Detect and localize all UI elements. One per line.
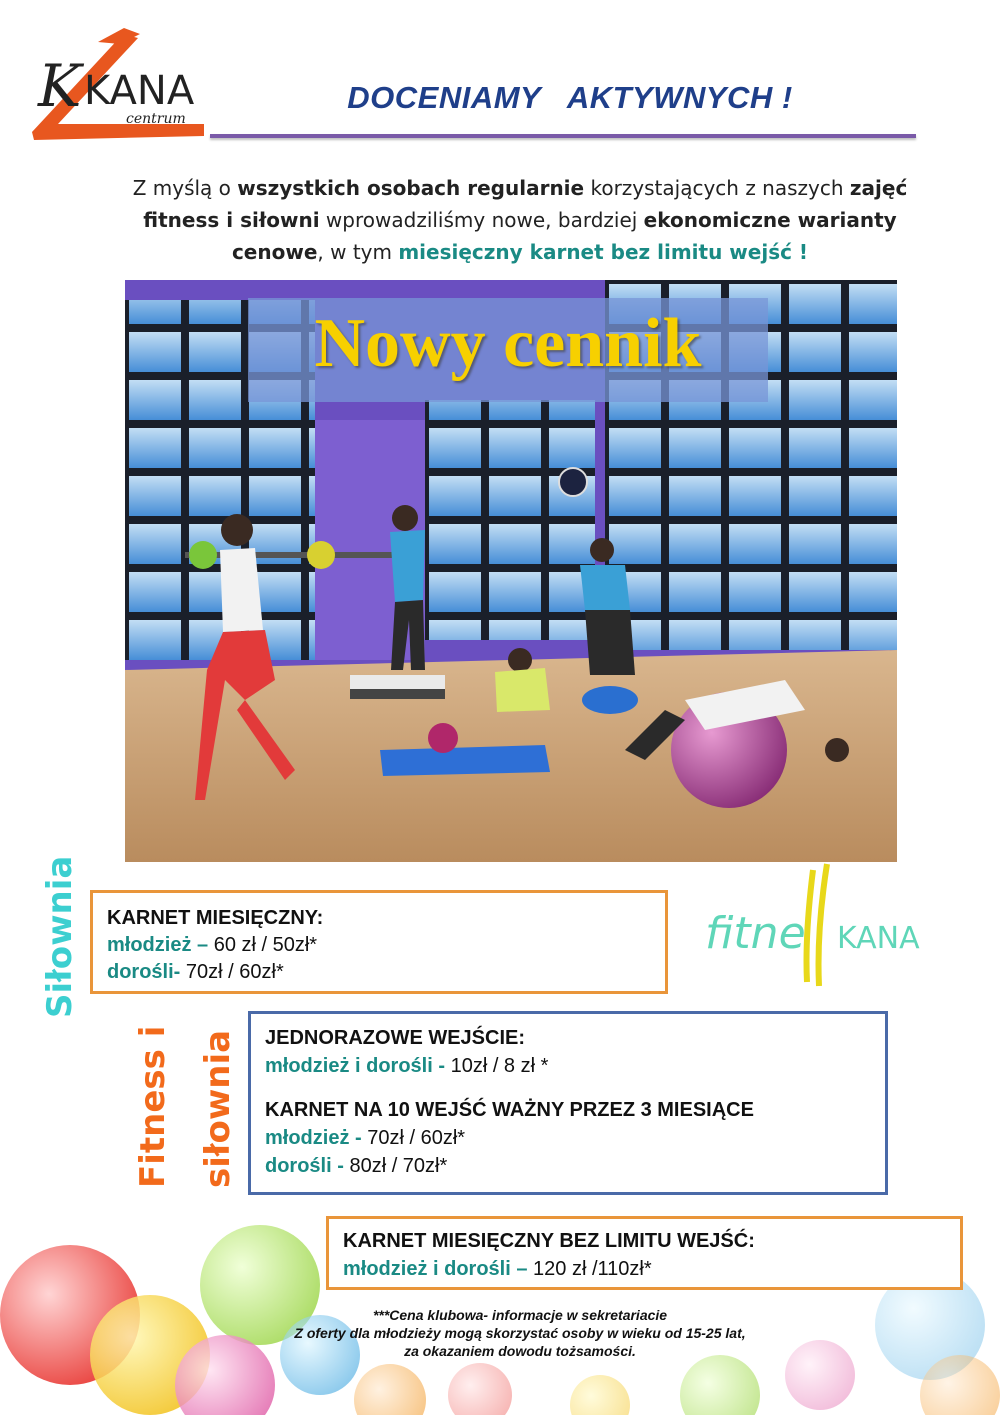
entries-box (248, 1011, 888, 1195)
title-divider (210, 134, 916, 138)
price-label: młodzież – (107, 934, 209, 956)
unlimited-pass-box (326, 1216, 963, 1290)
monthly-pass-heading: KARNET MIESIĘCZNY: (107, 907, 324, 929)
svg-text:KANA: KANA (84, 68, 195, 114)
monthly-pass-row-adults (107, 959, 651, 986)
price-value: 70zł / 60zł* (361, 1127, 466, 1149)
intro-bold-2: zajęć fitness i siłowni (143, 176, 908, 232)
single-entry-row (265, 1052, 871, 1080)
unlimited-pass-row (343, 1255, 946, 1283)
intro-bold-3: ekonomiczne warianty cenowe (231, 208, 897, 264)
footer-line-1: ***Cena klubowa- informacje w sekretariacie (372, 1307, 668, 1323)
price-label: młodzież i dorośli – (343, 1258, 528, 1280)
side-label-fitness-line1: Fitness i (133, 1025, 173, 1188)
intro-text-3: wprowadziliśmy nowe, bardziej (319, 208, 644, 232)
monthly-pass-row-youth (107, 932, 651, 959)
price-value: 70zł / 60zł* (180, 961, 284, 983)
kana-logo (28, 24, 208, 144)
intro-text-4: , w tym (317, 240, 399, 264)
side-label-fitness-line2: siłownia (198, 1029, 238, 1188)
price-label: dorośli- (107, 961, 181, 983)
footer-line-3: za okazaniem dowodu tożsamości. (404, 1343, 636, 1359)
svg-text:K: K (38, 52, 82, 120)
price-value: 120 zł /110zł* (527, 1258, 652, 1280)
price-value: 80zł / 70zł* (343, 1155, 448, 1177)
price-value: 10zł / 8 zł * (445, 1055, 549, 1077)
unlimited-pass-heading: KARNET MIESIĘCZNY BEZ LIMITU WEJŚĆ: (343, 1230, 755, 1252)
price-value: 60 zł / 50zł* (208, 934, 318, 956)
intro-paragraph (110, 172, 930, 268)
ten-entries-row-youth (265, 1124, 871, 1152)
intro-highlight: miesięczny karnet bez limitu wejść ! (398, 240, 809, 264)
intro-bold-1: wszystkich osobach regularnie (237, 176, 585, 200)
price-label: młodzież i dorośli - (265, 1055, 446, 1077)
footer-line-2: Z oferty dla młodzieży mogą skorzystać osoby w wieku od 15-25 lat, (294, 1325, 746, 1341)
footer-notes (200, 1306, 840, 1360)
intro-text-2: korzystających z naszych (584, 176, 850, 200)
price-label: dorośli - (265, 1155, 344, 1177)
ten-entries-row-adults (265, 1152, 871, 1180)
svg-text:KANA: KANA (837, 921, 920, 956)
photo-title: Nowy cennik (314, 305, 702, 382)
ten-entries-heading: KARNET NA 10 WEJŚĆ WAŻNY PRZEZ 3 MIESIĄCE (265, 1099, 754, 1121)
page-title: DOCENIAMY AKTYWNYCH ! (347, 80, 793, 115)
intro-text-1: Z myślą o (132, 176, 238, 200)
price-label: młodzież - (265, 1127, 362, 1149)
svg-text:centrum: centrum (126, 111, 186, 127)
fitness-kana-logo (705, 862, 955, 992)
monthly-pass-box (90, 890, 668, 994)
svg-text:fitne: fitne (705, 908, 806, 959)
side-label-silownia: Siłownia (40, 855, 80, 1018)
single-entry-heading: JEDNORAZOWE WEJŚCIE: (265, 1027, 526, 1049)
